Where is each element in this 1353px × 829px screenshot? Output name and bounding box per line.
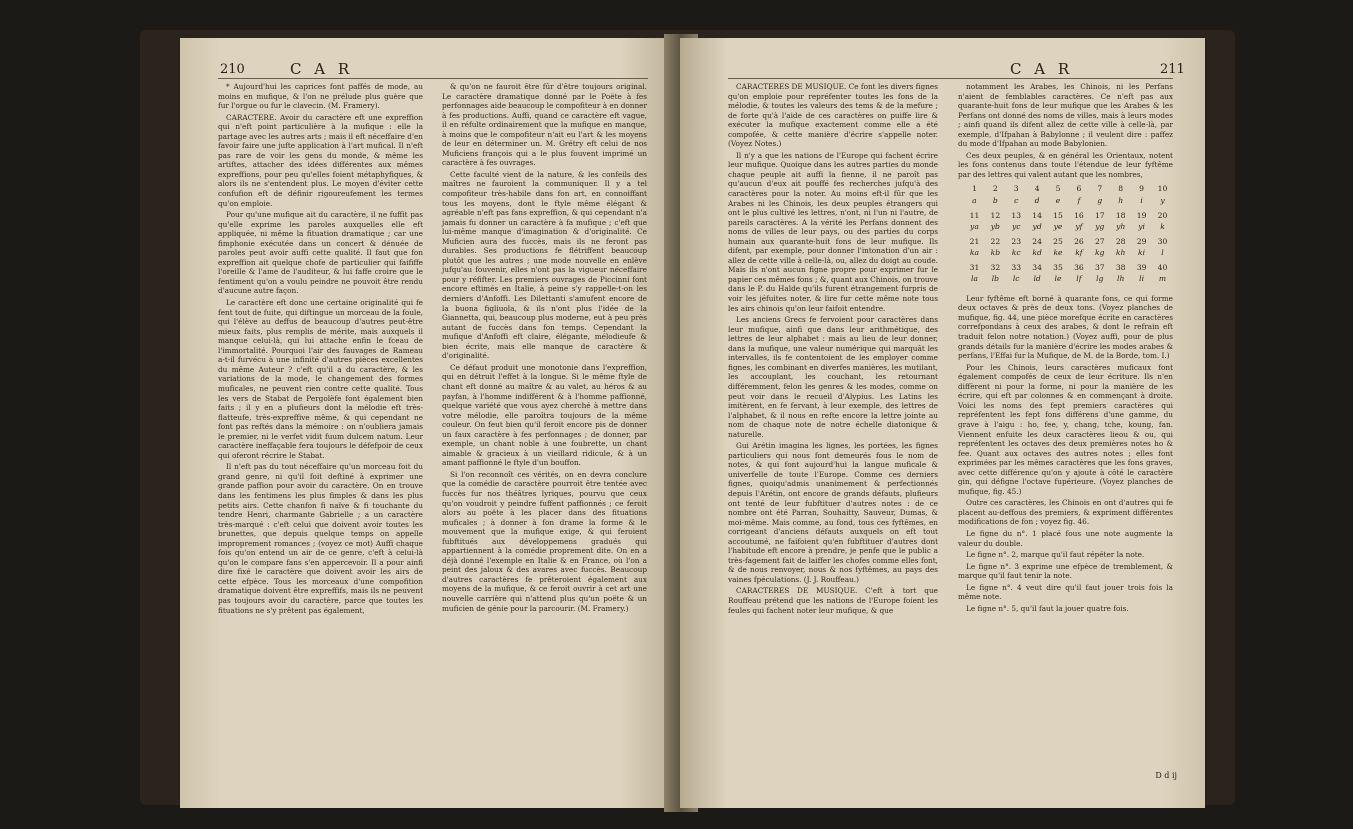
table-cell: 25 (1053, 236, 1063, 246)
header-rule (728, 78, 1173, 79)
table-cell: 14 (1032, 210, 1042, 220)
table-cell: kg (1095, 248, 1105, 258)
table-cell: 27 (1094, 236, 1105, 246)
table-cell: lh (1117, 274, 1125, 284)
table-cell: f (1077, 196, 1081, 206)
table-cell: k (1160, 222, 1165, 232)
running-header: C A R (1010, 60, 1074, 78)
table-cell: g (1097, 196, 1103, 206)
paragraph: CARACTERE. Avoir du caractère eft une expreffion qui n'eft point particulière à la mufique : elle la partage avec les autres arts ; mais il eft néceffaire d'en favoir faire une jufte application à l'art mufical. Il n'eft pas rare de voir les gens du monde, & même les artiftes, attacher des idées différentes aux mêmes expreffions, pour peu qu'elles foient métaphyfiques, & alors ils ne s'entendent plus. Le moyen d'éviter cette confufion eft de définir rigoureufement les termes qu'on emploie. (218, 112, 423, 208)
paragraph: Outre ces caractères, les Chinois en ont d'autres qui fe placent au-deffous des premiers, & expriment différentes modifications de fon ; voyez fig. 46. (958, 498, 1173, 527)
table-cell: kc (1011, 248, 1021, 258)
table-cell: kf (1075, 248, 1083, 258)
paragraph: Cette faculté vient de la nature, & les confeils des maîtres ne fauroient la communiquer. Il y a tel compofiteur très-habile dans fon art, en connoiffant tous les moyens, dont le ftyle même élégant & agréable n'eft pas fans expreffion, & qui cependant n'a jamais fu donner un caractère à fa mufique ; c'eft que lui-même manque d'imagination & d'originalité. Ce Muficien aura des fuccès, mais ils ne feront pas durables. Ses productions fe flétriffent beaucoup plutôt que les autres ; une mode nouvelle en enlève jufqu'au fouvenir, elles n'ont pas la vigueur néceffaire pour y réfifter. Les premiers ouvrages de Piccinni font encore eftimés en Italie, à peine s'y rappelle-t-on les derniers d'Anfoffi. Les Dilettanti s'amufent encore de la buona figliuola, & ils n'ont plus l'idée de la Giannetta, qui, beaucoup plus moderne, eut à peu près autant de fuccès dans fon temps. Cependant la mufique d'Anfoffi eft claire, élégante, mélodieufe & bien écrite, mais elle manque de caractère & d'originalité. (442, 169, 647, 361)
table-cell: 21 (969, 236, 980, 246)
table-cell: ld (1033, 274, 1041, 284)
signature-mark: D d ij (1155, 771, 1177, 780)
table-cell: 10 (1157, 184, 1168, 194)
paragraph: Le figne n°. 3 exprime une efpèce de tremblement, & marque qu'il faut tenir la note. (958, 561, 1173, 581)
paragraph: Ces deux peuples, & en général les Orientaux, notent les fons contenus dans toute l'étendue de leur fyftême par des lettres qui valent autant que les nombres, (958, 150, 1173, 179)
paragraph: Le figne n°. 5, qu'il faut la jouer quatre fois. (966, 603, 1129, 613)
table-cell: 38 (1115, 262, 1126, 272)
table-cell: lg (1096, 274, 1104, 284)
text-column-2 (442, 82, 647, 615)
table-cell: 23 (1011, 236, 1022, 246)
paragraph: Si l'on reconnoît ces vérités, on en devra conclure que la comédie de caractère pourroit être tentée avec fuccès fur nos théâtres lyriques, pourvu que ceux qu'on voudroit y peindre fuffent paffionnés ; ce feroit alors au poëte à les placer dans des fituations muficales ; à donner à fon drame la forme & le mouvement que la mufique exige, & qui feroient fubftitués aux développemens gradués qui appartiennent à la comédie proprement dite. On en a déjà donné l'exemple en Italie & en France, où l'on a peint des jaloux & des avares avec fuccès. Beaucoup d'autres caractères fe prêteroient également aux moyens de la mufique, & ce feroit ouvrir à cet art une nouvelle carrière qui n'attend plus qu'un poëte & un muficien de génie pour la parcourir. (M. Framery.) (442, 469, 647, 613)
table-cell: h (1118, 196, 1124, 206)
table-row-letters (964, 195, 1173, 210)
table-cell: l (1161, 248, 1164, 258)
table-cell: 26 (1074, 236, 1084, 246)
paragraph: CARACTERES DE MUSIQUE. Ce font les divers fignes qu'on emploie pour repréfenter toutes les fons de la mélodie, & toutes les valeurs des tems & de la mefure ; de forte qu'à l'aide de ces caractères on puiffe lire & exécuter la mufique exactement comme elle a été compofée, & cette manière d'écrire s'appelle noter. (Voyez Notes.) (728, 82, 938, 149)
table-cell: a (972, 196, 977, 206)
paragraph: Il n'eft pas du tout néceffaire qu'un morceau foit du grand genre, ni qu'il foit deftiné à exprimer une grande paffion pour avoir du caractère. On en trouve dans les fentimens les plus fimples & dans les plus petits airs. Cette chanfon fi naïve & fi touchante du tendre Henri, charmante Gabrielle ; a un caractère très-marqué : c'eft celui que doivent avoir toutes les brunettes, que depuis quelque temps on appelle improprement romances ; (voyez ce mot) Auffi chaque fois qu'on entend un air de ce genre, c'eft à celui-là qu'on le compare fans s'en appercevoir. Il a pour ainfi dire fixé le caractère que doivent avoir les airs de cette efpèce. Tous les morceaux d'une compofition dramatique doivent être expreffifs, mais ils ne peuvent pas toujours avoir du caractère, parce que toutes les fituations ne s'y prêtent pas également, (218, 462, 423, 615)
table-cell: 33 (1011, 262, 1022, 272)
header-rule (218, 78, 648, 79)
table-cell: yi (1138, 222, 1145, 232)
table-cell: 37 (1094, 262, 1105, 272)
table-cell: 24 (1032, 236, 1042, 246)
table-cell: 13 (1011, 210, 1022, 220)
text-column-1 (728, 82, 938, 617)
page-number: 211 (1160, 62, 1185, 77)
table-row-letters (964, 273, 1173, 288)
table-row-numbers (964, 183, 1173, 195)
paragraph: Pour les Chinois, leurs caractères muficaux font également compofés de ceux de leur écriture. Ils n'en diffèrent ni pour la forme, ni pour la manière de les écrire, qui eft par colonnes & en commençant à droite. Voici les noms des fept premiers caractères qui repréfentent les fept fons différens d'une gamme, du grave à l'aigu : ho, fee, y, chang, tche, koung, fan. Viennent enfuite les deux caractères lieou & ou, qui repréfentent les octaves des deux premières notes ho & fee. Quant aux octaves des autres notes ; elles font exprimées par les mêmes caractères que les fons graves, avec cette différence qu'on y ajoute à côté le caractère gin, qui défigne l'octave fupérieure. (Voyez planches de mufique, fig. 45.) (958, 362, 1173, 496)
table-cell: yc (1011, 222, 1021, 232)
page-number: 210 (220, 62, 245, 77)
table-cell: yd (1032, 222, 1042, 232)
table-cell: 32 (990, 262, 1001, 272)
table-cell: 2 (992, 184, 998, 194)
table-cell: 9 (1139, 184, 1144, 194)
table-cell: 12 (990, 210, 1001, 220)
paragraph: * Aujourd'hui les caprices font paffés de mode, au moins en mufique, & l'on ne prélude plus guère que fur l'orgue ou fur le clavecin. (M. Framery). (218, 82, 423, 111)
paragraph: Les anciens Grecs fe fervoient pour caractères dans leur mufique, ainfi que dans leur arithmétique, des lettres de leur alphabet : mais au lieu de leur donner, dans la mufique, une valeur numérique qui marquât les intervalles, ils fe contentoient de les employer comme fignes, les combinant en diverfes manières, les mutilant, les accouplant, les couchant, les retournant différemment, felon les genres & les modes, comme on peut voir dans le recueil d'Alypius. Les Latins les imitèrent, en fe fervant, à leur exemple, des lettres de l'alphabet, & il nous en refte encore la lettre jointe au nom de chaque note de notre échelle diatonique & naturelle. (728, 315, 938, 439)
table-cell: ya (970, 222, 979, 232)
table-cell: yg (1095, 222, 1105, 232)
table-cell: 18 (1115, 210, 1126, 220)
table-row-numbers (964, 236, 1173, 248)
paragraph: Ce défaut produit une monotonie dans l'expreffion, qui en détruit l'effet à la longue. Si le même ftyle de chant eft donné au maître & au valet, au héros & au payfan, à l'homme indifférent & à l'homme paffionné, quelque variété que vous ayez cherché à mettre dans votre mélodie, elle paroîtra toujours de la même couleur. On feut bien qu'il feroit encore pis de donner un faux caractère à fes perfonnages ; de donner, par exemple, un chant noble à une foubrette, un chant aimable & gracieux à un vieillard ridicule, & à un amant paffionné le ftyle d'un bouffon. (442, 362, 647, 468)
table-row-numbers (964, 210, 1173, 222)
running-header: C A R (290, 60, 354, 78)
table-cell: yh (1116, 222, 1126, 232)
table-row-letters (964, 221, 1173, 236)
table-cell: lf (1076, 274, 1082, 284)
paragraph: & qu'on ne fauroit être fûr d'être toujours original. Le caractère dramatique donné par le Poëte à fes perfonnages aide beaucoup le compofiteur à en donner à fes productions. Auffi, quand ce caractère eft vague, il en réfulte ordinairement que la mufique en manque, à moins que le compofiteur n'ait eu l'art & les moyens de leur en déterminer un. M. Grétry eft celui de nos Muficiens françois qui a le plus fouvent imprimé un caractère à fes ouvrages. (442, 82, 647, 168)
table-cell: yb (990, 222, 1000, 232)
table-cell: le (1054, 274, 1062, 284)
table-cell: b (992, 196, 998, 206)
paragraph: Le figne du n°. 1 placé fous une note augmente la valeur du double. (958, 528, 1173, 548)
paragraph: Le caractère eft donc une certaine originalité qui fe fent tout de fuite, qui diftingue un morceau de la foule, qui l'élève au deffus de beaucoup d'autres peut-être mieux faits, plus remplis de mérite, mais auxquels il manque celui-là, qui lui attache enfin le fceau de l'immortalité. Pourquoi l'air des fauvages de Rameau a-t-il furvécu à une infinité d'autres pièces excellentes du même Auteur ? c'eft qu'il a du caractère, & les variations de la mode, le changement des formes muficales, ne peuvent rien contre cette qualité. Tous les vers de Stabat de Pergolèfe font également bien faits ; il y en a plufieurs dont la mélodie eft très-flatteufe, très-expreffive même, & qui cependant ne font pas reftés dans la mémoire : on n'oubliera jamais le premier, ni le verfet vidit fuum dulcem natum. Leur caractère ineffaçable fera toujours le défefpoir de ceux qui oferont récrire le Stabat. (218, 298, 423, 460)
table-cell: ke (1053, 248, 1063, 258)
table-row-letters (964, 247, 1173, 262)
table-cell: 31 (969, 262, 980, 272)
table-cell: ki (1138, 248, 1146, 258)
paragraph: Gui Arétin imagina les lignes, les portées, les fignes particuliers qui nous font demeurés fous le nom de notes, & qui font aujourd'hui la langue muficale & univerfelle de toute l'Europe. Comme ces derniers fignes, quoiqu'admis unanimement & perfectionnés depuis l'Arétin, ont encore de grands défauts, plufieurs ont tenté de leur fubftituer d'autres notes : de ce nombre ont été Parran, Souhaitty, Sauveur, Dumas, & moi-même. Mais comme, au fond, tous ces fyftêmes, en corrigeant d'anciens défauts auxquels on eft tout accoutumé, ne faifoient qu'en fubftituer d'autres dont l'habitude eft encore à prendre, je penfe que le public a très-fagement fait de laiffer les chofes comme elles font, & de nous renvoyer, nous & nos fyftêmes, au pays des vaines fpéculations. (J. J. Rouffeau.) (728, 441, 938, 584)
table-cell: 19 (1136, 210, 1147, 220)
paragraph: Il n'y a que les nations de l'Europe qui fachent écrire leur mufique. Quoique dans les autres parties du monde chaque peuple ait auffi la fienne, il ne paroît pas qu'aucun d'eux ait pouffé fes recherches jufqu'à des caractères pour la noter. Au moins eft-il fûr que les Arabes ni les Chinois, les deux peuples étrangers qui ont le plus cultivé les lettres, n'ont, ni l'un ni l'autre, de pareils caractères. A la vérité les Perfans donnent des noms de villes de leur pays, ou des parties du corps humain aux quarante-huit fons de leur mufique. Ils difent, par exemple, pour donner l'intonation d'un air : allez de cette ville à celle-là, ou, allez du doigt au coude. Mais ils n'ont aucun figne propre pour exprimer fur le papier ces mêmes fons ; &, quant aux Chinois, on trouve dans le P. du Halde qu'ils furent étrangement furpris de voir les jéfuites noter, & lire fur cette même note tous les airs chinois qu'on leur faifoit entendre. (728, 150, 938, 313)
table-cell: 11 (969, 210, 980, 220)
table-cell: 3 (1013, 184, 1019, 194)
table-cell: 16 (1074, 210, 1084, 220)
table-cell: la (970, 274, 978, 284)
table-cell: lc (1012, 274, 1020, 284)
table-cell: i (1140, 196, 1143, 206)
table-cell: e (1055, 196, 1061, 206)
table-cell: c (1014, 196, 1019, 206)
table-cell: 22 (990, 236, 1001, 246)
table-cell: lb (991, 274, 999, 284)
table-cell: 34 (1032, 262, 1042, 272)
table-cell: 7 (1097, 184, 1103, 194)
left-page (180, 38, 680, 808)
paragraph: Le figne n°. 4 veut dire qu'il faut jouer trois fois la même note. (958, 582, 1173, 602)
text-column-2 (958, 82, 1173, 615)
table-row-numbers (964, 262, 1173, 274)
table-cell: ka (969, 248, 980, 258)
table-cell: 39 (1136, 262, 1147, 272)
right-page (680, 38, 1205, 808)
table-cell: kd (1032, 248, 1042, 258)
paragraph: CARACTERES DE MUSIQUE. C'eft à tort que Rouffeau prétend que les nations de l'Europe foient les feules qui fachent noter leur mufique, & que (728, 586, 938, 615)
paragraph: Le figne n°. 2, marque qu'il faut répéter la note. (966, 550, 1145, 560)
table-cell: 8 (1118, 184, 1124, 194)
table-cell: kh (1115, 248, 1126, 258)
table-cell: 40 (1157, 262, 1168, 272)
table-cell: 36 (1074, 262, 1084, 272)
table-cell: 30 (1157, 236, 1168, 246)
table-cell: ye (1053, 222, 1063, 232)
table-cell: 20 (1157, 210, 1168, 220)
table-cell: 6 (1076, 184, 1082, 194)
table-cell: 4 (1034, 184, 1040, 194)
paragraph: notamment les Arabes, les Chinois, ni les Perfans n'aient de femblables caractères. Ce n'eft pas aux quarante-huit fons de leur mufique que les Arabes & les Perfans ont donné des noms de villes, mais à leurs modes ; ainfi quand ils difent allez de cette ville à celle-là, par exemple, d'Ifpahan à Babylonne ; il veulent dire : paffez du mode d'Ifpahan au mode Babylonien. (958, 82, 1173, 149)
table-cell: li (1139, 274, 1144, 284)
table-cell: y (1160, 196, 1165, 206)
table-cell: 15 (1053, 210, 1063, 220)
table-cell: 1 (972, 184, 977, 194)
paragraph: Pour qu'une mufique ait du caractère, il ne fuffit pas qu'elle exprime les paroles auxquelles elle eft appliquée, ni même la fituation dramatique ; car une fimphonie exécutée dans un concert & dénuée de paroles peut avoir auffi cette qualité. Il faut que fon expreffion ait quelque chofe de particulier qui faififfe l'oreille & l'ame de l'auditeur, & lui faffe croire que le fentiment qu'on a voulu peindre ne pouvoit être rendu d'aucune autre façon. (218, 210, 423, 296)
table-cell: m (1158, 274, 1167, 284)
table-cell: 29 (1136, 236, 1147, 246)
number-letter-table (964, 183, 1173, 287)
table-cell: 5 (1055, 184, 1061, 194)
text-column-1 (218, 82, 423, 617)
table-cell: d (1034, 196, 1040, 206)
table-cell: 17 (1094, 210, 1105, 220)
table-cell: 35 (1053, 262, 1063, 272)
paragraph: Leur fyftême eft borné à quarante fons, ce qui forme deux octaves & près de deux tons. (Voyez planches de mufique, fig. 44, une pièce morefque écrite en caractères correfpondans à ceux des arabes, & dont le refrain eft traduit felon notre notation.) (Voyez auffi, pour de plus grands détails fur la manière d'écrire les modes arabes & perfans, l'Effai fur la Mufique, de M. de la Borde, tom. I.) (958, 293, 1173, 361)
table-cell: yf (1075, 222, 1083, 232)
table-cell: 28 (1115, 236, 1126, 246)
table-cell: kb (990, 248, 1001, 258)
